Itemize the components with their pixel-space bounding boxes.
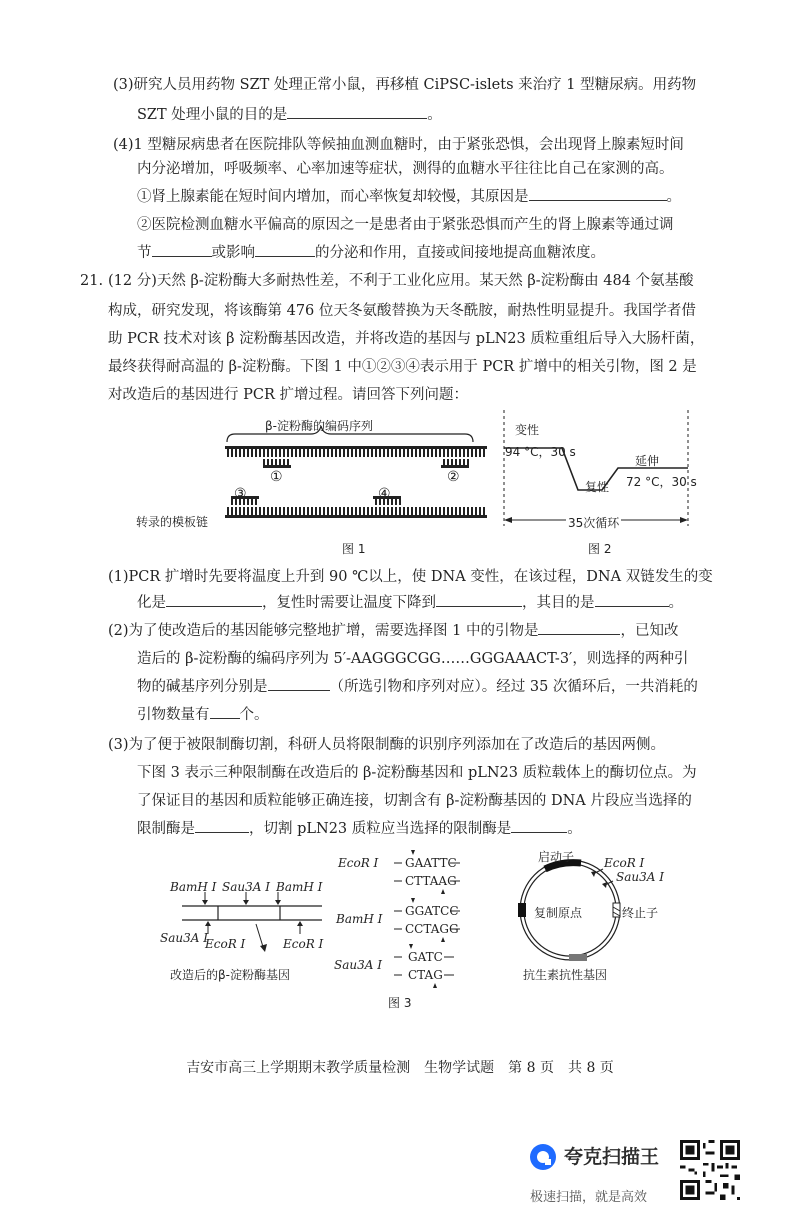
fig2-extend-condition: 72 °C，30 s: [626, 475, 697, 489]
q20-p4-s2-a: 节: [137, 245, 152, 261]
quark-logo-icon: [528, 1142, 558, 1172]
q21-3-c: 。: [567, 821, 582, 837]
fig3-ecor1-bottom: CTTAAG: [405, 874, 457, 888]
q21-2-f: 个。: [239, 707, 269, 723]
q21-1-line2: [137, 592, 683, 614]
primer-2-backbone: [441, 465, 469, 468]
fig3-ecor1-label-b: EcoR Ⅰ: [283, 937, 324, 951]
primer-2-bases: [441, 459, 469, 465]
q20-p4-s1-text: ①肾上腺素能在短时间内增加，而心率恢复却较慢，其原因是: [137, 189, 529, 205]
q21-1-end: 。: [668, 595, 683, 611]
q20-p4-line2: 内分泌增加，呼吸频率、心率加速等症状，测得的血糖水平往往比自己在家测的高。: [137, 161, 674, 177]
page-footer: 吉安市高三上学期期末教学质量检测 生物学试题 第 8 页 共 8 页: [186, 1060, 614, 1076]
q21-1-c: ，其目的是: [522, 595, 595, 611]
template-strand-backbone: [225, 515, 487, 518]
q20-p3-line2: [137, 104, 442, 126]
fig3-caption: 图 3: [388, 996, 412, 1010]
fig1-primer-4-label: ④: [378, 486, 391, 502]
q21-2-c: 物的碱基序列分别是: [137, 679, 268, 695]
fig3-bamh1-name: BamH Ⅰ: [336, 912, 383, 926]
q21-3-line3: 了保证目的基因和质粒能够正确连接，切割含有 β-淀粉酶基因的 DNA 片段应当选择的: [137, 793, 692, 809]
answer-blank[interactable]: [595, 592, 669, 607]
q21-2-e: 引物数量有: [137, 707, 210, 723]
fig3-bamh1-label-b: BamH Ⅰ: [276, 880, 323, 894]
qr-code-icon: [680, 1140, 740, 1200]
answer-blank[interactable]: [287, 104, 427, 119]
q20-p4-s2-line1: ②医院检测血糖水平偏高的原因之一是患者由于紧张恐惧而产生的肾上腺素等通过调: [137, 217, 674, 233]
answer-blank[interactable]: [529, 186, 667, 201]
fig3-sau-top: GATC: [408, 950, 443, 964]
answer-blank[interactable]: [538, 620, 620, 635]
answer-blank[interactable]: [255, 242, 315, 257]
q21-2-b: ，已知改: [620, 623, 679, 639]
answer-blank[interactable]: [195, 818, 249, 833]
answer-blank[interactable]: [166, 592, 262, 607]
fig3-bamh1-label-a: BamH Ⅰ: [170, 880, 217, 894]
fig3-sau-name: Sau3A Ⅰ: [334, 958, 382, 972]
fig3-sau3a1-label-b: Sau3A Ⅰ: [160, 931, 208, 945]
q21-3-b: ，切割 pLN23 质粒应当选择的限制酶是: [249, 821, 512, 837]
fig3-bamh1-top: GGATCC: [405, 904, 459, 918]
answer-blank[interactable]: [511, 818, 567, 833]
q20-p3-text: SZT 处理小鼠的目的是: [137, 107, 288, 123]
q20-p4-s1-end: 。: [666, 189, 681, 205]
answer-blank[interactable]: [268, 676, 330, 691]
primer-1-bases: [263, 459, 291, 465]
resistance-segment: [569, 954, 587, 961]
fig3-plasmid-sau3a1: Sau3A Ⅰ: [616, 870, 664, 884]
q21-2-line4: [137, 704, 269, 726]
fig3-plasmid-ecor1: EcoR Ⅰ: [604, 856, 645, 870]
fig3-terminator-label: 终止子: [622, 906, 659, 920]
q20-p3-end: 。: [427, 107, 442, 123]
q21-1-b: ，复性时需要让温度下降到: [262, 595, 436, 611]
fig2-denature-label: 变性: [515, 423, 540, 437]
q20-p4-line1: (4)1 型糖尿病患者在医院排队等候抽血测血糖时，由于紧张恐惧，会出现肾上腺素短时间: [113, 137, 684, 153]
brand-name: 夸克扫描王: [564, 1146, 660, 1168]
fig3-ecor1-top: GAATTC: [405, 856, 457, 870]
answer-blank[interactable]: [210, 704, 240, 719]
q20-p3-line1: (3)研究人员用药物 SZT 处理正常小鼠，再移植 CiPSC-islets 来治疗 1 型糖尿病。用药物: [113, 77, 697, 93]
q21-intro-line4: 最终获得耐高温的 β-淀粉酶。下图 1 中①②③④表示用于 PCR 扩增中的相关引物，图 2 是: [108, 359, 697, 375]
ori-segment: [518, 903, 526, 917]
fig1-title: β-淀粉酶的编码序列: [265, 419, 373, 433]
fig2-cycles-label: 35次循环: [568, 516, 620, 530]
fig3-ecor1-name: EcoR Ⅰ: [338, 856, 379, 870]
fig2-denature-condition: 94 °C，30 s: [505, 445, 576, 459]
q21-3-line2: 下图 3 表示三种限制酶在改造后的 β-淀粉酶基因和 pLN23 质粒载体上的酶切位点。为: [137, 765, 697, 781]
q21-intro-line3: 助 PCR 技术对该 β 淀粉酶基因改造，并将改造的基因与 pLN23 质粒重组后导入大肠杆菌，: [108, 331, 705, 347]
q20-p4-s1: [137, 186, 681, 208]
fig3-bamh1-bottom: CCTAGG: [405, 922, 459, 936]
brand-slogan: 极速扫描，就是高效: [530, 1190, 648, 1205]
q21-2-line3: [137, 676, 698, 698]
fig3-sau3a1-label-a: Sau3A Ⅰ: [222, 880, 270, 894]
upper-strand-backbone: [225, 446, 487, 449]
fig1-caption: 图 1: [342, 542, 366, 556]
fig1-primer-2-label: ②: [447, 469, 460, 485]
template-strand-bases: [225, 507, 487, 515]
fig1-primer-3-label: ③: [234, 486, 247, 502]
fig1-template-label: 转录的模板链: [136, 515, 209, 529]
q21-3-a: 限制酶是: [137, 821, 195, 837]
answer-blank[interactable]: [436, 592, 522, 607]
answer-blank[interactable]: [152, 242, 212, 257]
q21-3-line4: [137, 818, 582, 840]
q20-p4-s2-line2: [137, 242, 605, 264]
fig2-caption: 图 2: [588, 542, 612, 556]
fig3-resistance-label: 抗生素抗性基因: [523, 968, 608, 982]
q21-2-line2: 造后的 β-淀粉酶的编码序列为 5′-AAGGGCGG……GGGAAACT-3′，则选择的两种引: [137, 651, 689, 667]
q21-number: 21.: [80, 273, 104, 289]
q20-p4-s2-b: 或影响: [211, 245, 255, 261]
fig3-gene-label: 改造后的β-淀粉酶基因: [170, 968, 290, 982]
q21-1-a: 化是: [137, 595, 166, 611]
fig3-sau-bottom: CTAG: [408, 968, 443, 982]
fig1-primer-1-label: ①: [270, 469, 283, 485]
fig3-promoter-label: 启动子: [538, 850, 575, 864]
q21-2-a: (2)为了使改造后的基因能够完整地扩增，需要选择图 1 中的引物是: [108, 623, 539, 639]
q21-intro-line1: (12 分)天然 β-淀粉酶大多耐热性差，不利于工业化应用。某天然 β-淀粉酶由 484 个氨基酸: [108, 273, 694, 289]
q21-intro-line5: 对改造后的基因进行 PCR 扩增过程。请回答下列问题：: [108, 387, 468, 403]
q21-intro-line2: 构成，研究发现，将该酶第 476 位天冬氨酸替换为天冬酰胺，耐热性明显提升。我国学者借: [108, 303, 696, 319]
q21-3-line1: (3)为了便于被限制酶切割，科研人员将限制酶的识别序列添加在了改造后的基因两侧。: [108, 737, 666, 753]
fig2-extend-label: 延伸: [635, 454, 660, 468]
q21-2-d: （所选引物和序列对应）。经过 35 次循环后，一共消耗的: [329, 679, 698, 695]
upper-strand-bases: [225, 449, 487, 457]
q20-p4-s2-c: 的分泌和作用，直接或间接地提高血糖浓度。: [315, 245, 605, 261]
fig3-ori-label: 复制原点: [534, 906, 583, 920]
primer-1-backbone: [263, 465, 291, 468]
fig3-ecor1-label-a: EcoR Ⅰ: [205, 937, 246, 951]
q21-1-line1: (1)PCR 扩增时先要将温度上升到 90 ℃以上，使 DNA 变性，在该过程，DNA 双链发生的变: [108, 569, 713, 585]
q21-2-line1: [108, 620, 678, 642]
fig2-anneal-label: 复性: [585, 480, 610, 494]
